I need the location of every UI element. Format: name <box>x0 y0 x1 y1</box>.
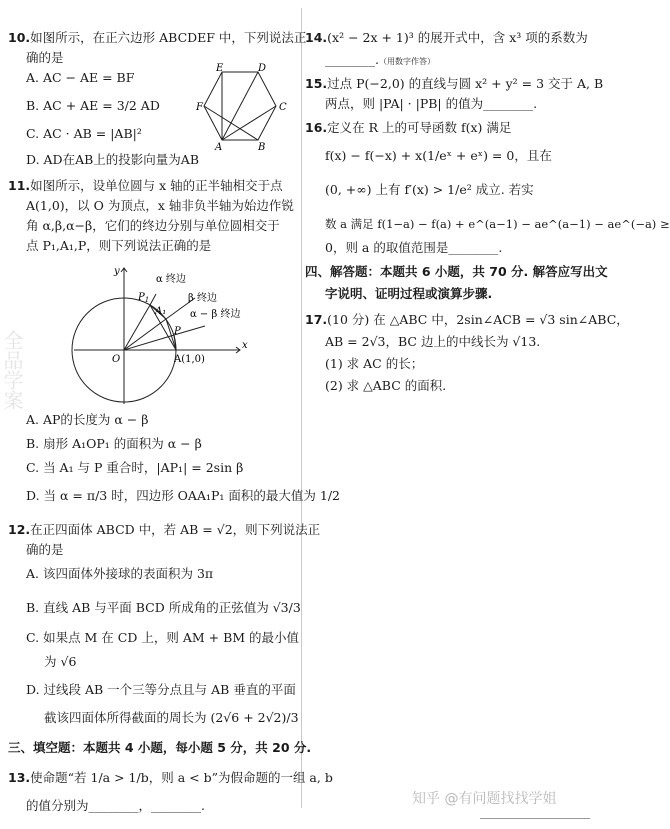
q16-line1: 16.定义在 R 上的可导函数 f(x) 满足 <box>305 120 512 135</box>
q12-option-d-line1: D. 过线段 AB 一个三等分点且与 AB 垂直的平面 <box>26 682 296 697</box>
section-fill-in-header: 三、填空题：本题共 4 小题，每小题 5 分，共 20 分. <box>8 740 312 755</box>
point-a-label: A(1,0) <box>174 354 205 365</box>
q13-line2: 的值分别为________，________. <box>26 798 205 813</box>
q12-option-b: B. 直线 AB 与平面 BCD 所成角的正弦值为 √3/3 <box>26 600 301 615</box>
unit-circle-figure <box>70 262 270 407</box>
hex-label-b: B <box>258 142 266 153</box>
alpha-terminal-label: α 终边 <box>156 274 186 285</box>
q16-line2: f(x) − f(−x) + x(1/eˣ + eˣ) = 0，且在 <box>325 148 552 163</box>
section-solution-header-line1: 四、解答题：本题共 6 小题，共 70 分. 解答应写出文 <box>305 264 608 279</box>
q13-line1: 13.使命题“若 1/a > 1/b，则 a < b”为假命题的一组 a, b <box>8 770 333 785</box>
q10-option-c: C. AC · AB = |AB|² <box>26 126 142 141</box>
hex-label-d: D <box>258 63 267 74</box>
q11-stem-line2: A(1,0)，以 O 为顶点，x 轴非负半轴为始边作锐 <box>26 198 294 213</box>
q16-line3: (0, +∞) 上有 f′(x) > 1/e² 成立. 若实 <box>325 182 534 197</box>
side-watermark: 全品学案 <box>0 330 24 410</box>
beta-terminal-label: β 终边 <box>188 293 217 304</box>
column-divider <box>301 8 302 808</box>
zhihu-watermark: 知乎 @有问题找找学姐 <box>412 791 557 807</box>
q12-option-c-line1: C. 如果点 M 在 CD 上，则 AM + BM 的最小值 <box>26 630 300 645</box>
q17-line1: 17.(10 分) 在 △ABC 中，2sin∠ACB = √3 sin∠ABC， <box>305 312 629 327</box>
hexagon-figure <box>196 64 292 152</box>
axis-label-y: y <box>114 266 120 277</box>
q12-stem-line1: 12.在正四面体 ABCD 中，若 AB = √2，则下列说法正 <box>8 522 321 537</box>
q10-option-b: B. AC + AE = 3/2 AD <box>26 98 160 113</box>
q11-stem-line1: 11.如图所示，设单位圆与 x 轴的正半轴相交于点 <box>8 178 283 193</box>
hex-label-f: F <box>196 102 203 113</box>
q10-stem-line2: 确的是 <box>26 50 64 65</box>
q12-option-a: A. 该四面体外接球的表面积为 3π <box>26 566 214 581</box>
q15-line1: 15.过点 P(−2,0) 的直线与圆 x² + y² = 3 交于 A, B <box>305 76 604 91</box>
point-p1-label: $P_1$ <box>138 292 150 304</box>
q11-option-b: B. 扇形 A₁OP₁ 的面积为 α − β <box>26 436 202 451</box>
q10-option-d: D. AD在AB上的投影向量为AB <box>26 152 199 167</box>
point-a1-label: A₁ <box>155 306 167 317</box>
q17-sub2: (2) 求 △ABC 的面积. <box>325 378 447 393</box>
q16-line5: 0，则 a 的取值范围是________. <box>325 240 503 255</box>
q10-stem-line1: 10.如图所示，在正六边形 ABCDEF 中，下列说法正 <box>8 30 307 45</box>
alpha-minus-beta-label: α − β 终边 <box>190 309 241 320</box>
q17-line2: AB = 2√3，BC 边上的中线长为 √13. <box>325 334 541 349</box>
q12-option-c-line2: 为 √6 <box>44 654 77 669</box>
hex-label-e: E <box>216 63 224 74</box>
hex-label-a: A <box>215 142 223 153</box>
q14-line1: 14.(x² − 2x + 1)³ 的展开式中，含 x³ 项的系数为 <box>305 30 588 45</box>
q11-stem-line4: 点 P₁,A₁,P，则下列说法正确的是 <box>26 238 212 253</box>
q11-option-a: A. AP的长度为 α − β <box>26 412 149 427</box>
hex-label-c: C <box>279 102 287 113</box>
q17-sub1: (1) 求 AC 的长； <box>325 356 424 371</box>
q15-line2: 两点，则 |PA| · |PB| 的值为________. <box>325 96 538 111</box>
q10-option-a: A. AC − AE = BF <box>26 70 135 85</box>
q11-option-d: D. 当 α = π/3 时，四边形 OAA₁P₁ 面积的最大值为 1/2 <box>26 488 340 503</box>
section-solution-header-line2: 字说明、证明过程或演算步骤. <box>325 286 493 301</box>
q12-stem-line2: 确的是 <box>26 542 64 557</box>
q12-option-d-line2: 截该四面体所得截面的周长为 (2√6 + 2√2)/3 <box>44 710 299 725</box>
q11-option-c: C. 当 A₁ 与 P 重合时，|AP₁| = 2sin β <box>26 460 244 475</box>
origin-label: O <box>112 354 121 365</box>
q14-note: （用数字作答） <box>378 57 435 66</box>
q16-line4: 数 a 满足 f(1−a) − f(a) + e^(a−1) − ae^(a−1) − ae^(−a) ≥ <box>325 217 670 231</box>
axis-label-x: x <box>242 340 248 351</box>
bottom-rule <box>480 818 590 819</box>
point-p-label: P <box>174 326 181 337</box>
q11-stem-line3: 角 α,β,α−β，它们的终边分别与单位圆相交于 <box>26 218 280 233</box>
q14-line2: ________.（用数字作答） <box>325 52 435 67</box>
